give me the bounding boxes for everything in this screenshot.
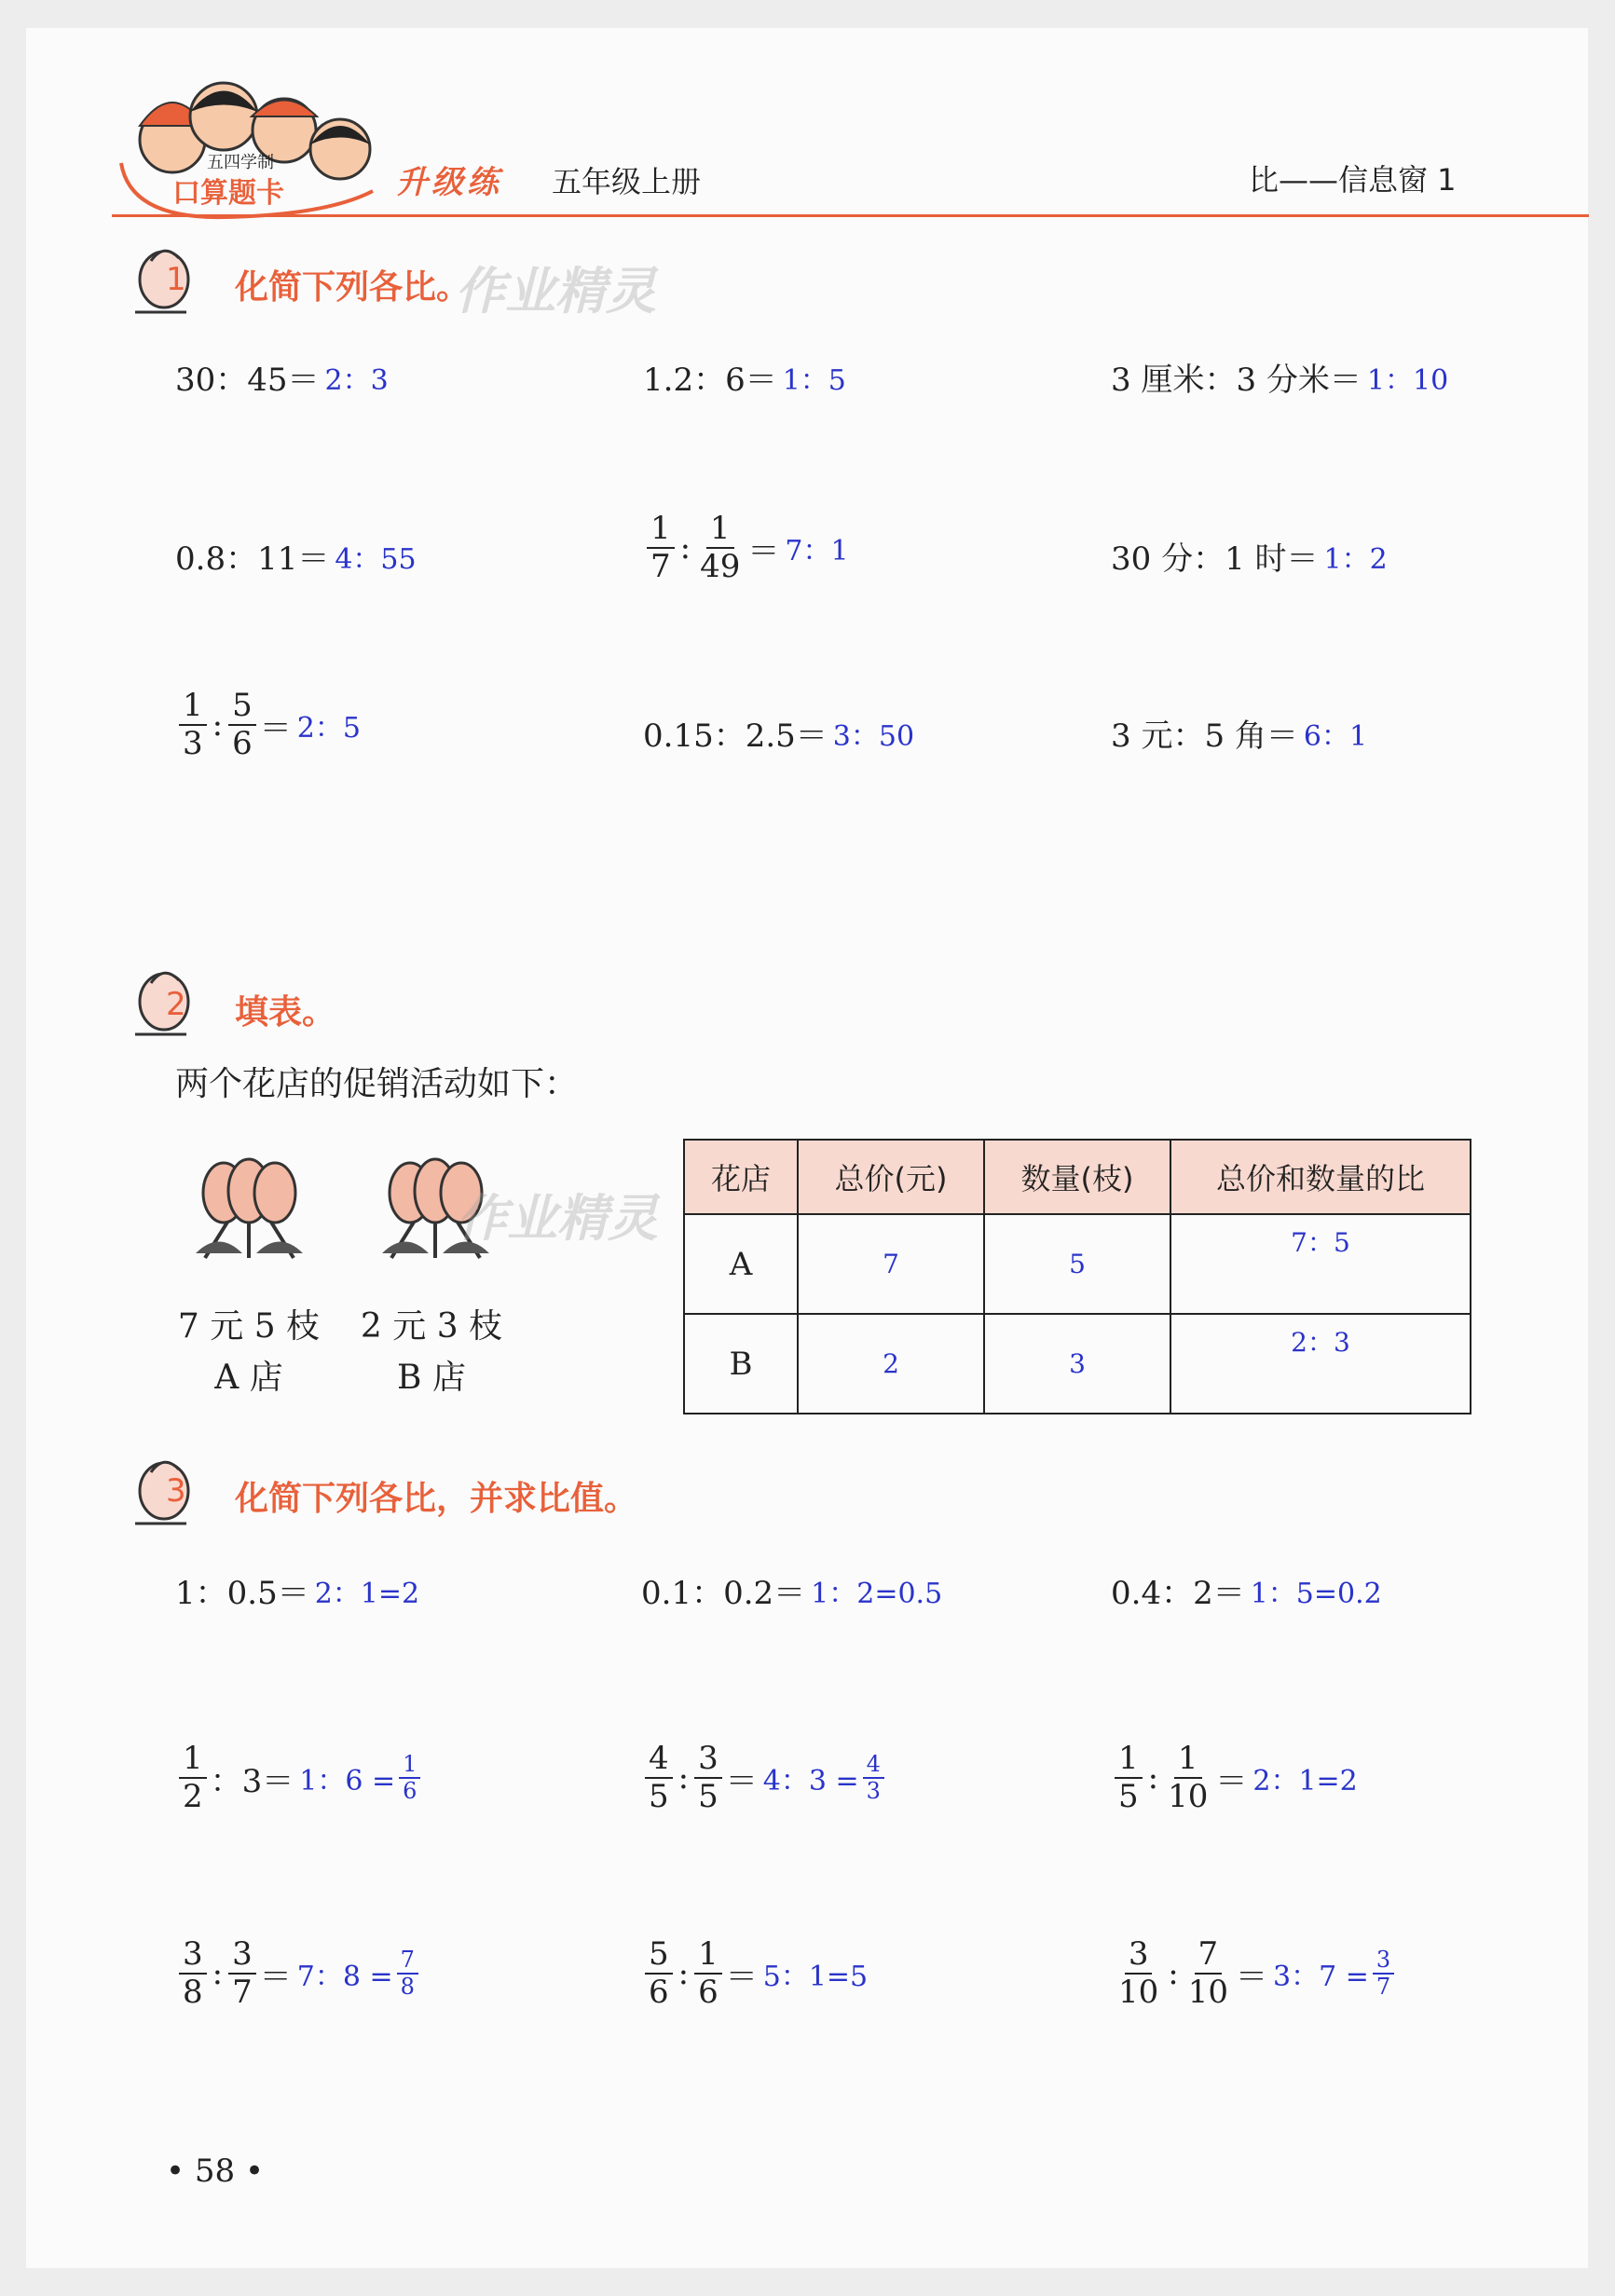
shop-table — [683, 1139, 1471, 1414]
cell-shop: A — [684, 1214, 798, 1314]
s1-problem-6: 30 分：1 时＝ 1：2 — [1111, 540, 1388, 578]
logo-title: 口算题卡 — [172, 177, 284, 210]
cell-ratio: 7：5 — [1170, 1214, 1471, 1314]
series-label: 升级练 — [396, 164, 502, 201]
s1-problem-1: 30：45＝ 2：3 — [175, 362, 389, 399]
s3-problem-4: $\frac{1}{2}$ ：3＝ 1：6 = $\frac{1}{6}$ — [175, 1741, 424, 1815]
shop-b-name: B 店 — [397, 1359, 466, 1397]
section-1-number: 1 — [166, 261, 186, 298]
page-number — [166, 2152, 264, 2190]
s1-problem-4: 0.8：11＝ 4：55 — [175, 540, 417, 578]
section-1-title: 化简下列各比。 — [235, 268, 471, 307]
section-2-title: 填表。 — [235, 993, 336, 1032]
page-number-value: 58 — [194, 2152, 236, 2190]
header-quantity: 数量(枝) — [984, 1140, 1170, 1214]
table-header-row — [684, 1140, 1471, 1214]
s3-problem-7: $\frac{3}{8}$ : $\frac{3}{7}$ ＝ 7：8 = $\frac{7}{8}$ — [175, 1936, 422, 2011]
section-label: 比——信息窗 1 — [1249, 162, 1457, 198]
flower-a-icon — [191, 1155, 308, 1263]
s3-problem-3: 0.4：2＝ 1：5=0.2 — [1111, 1575, 1382, 1612]
shop-a-name: A 店 — [214, 1359, 283, 1397]
s3-problem-2: 0.1：0.2＝ 1：2=0.5 — [641, 1575, 943, 1612]
shop-a-price: 7 元 5 枝 — [177, 1307, 321, 1346]
cell-total-price: 2 — [798, 1314, 984, 1414]
s3-problem-1: 1：0.5＝ 2：1=2 — [175, 1575, 420, 1612]
s1-problem-3: 3 厘米：3 分米＝ 1：10 — [1111, 362, 1449, 399]
section-2-number: 2 — [166, 986, 186, 1023]
cell-total-price: 7 — [798, 1214, 984, 1314]
table-row — [684, 1214, 1471, 1314]
s1-problem-9: 3 元：5 角＝ 6：1 — [1111, 718, 1368, 755]
header-total-price: 总价(元) — [798, 1140, 984, 1214]
grade-label: 五年级上册 — [552, 164, 702, 199]
bullet-left: • — [166, 2152, 195, 2190]
section-2-intro: 两个花店的促销活动如下： — [175, 1065, 579, 1103]
section-3-title: 化简下列各比，并求比值。 — [235, 1480, 638, 1518]
bullet-right: • — [235, 2152, 265, 2190]
cell-ratio: 2：3 — [1170, 1314, 1471, 1414]
cell-quantity: 3 — [984, 1314, 1170, 1414]
cell-quantity: 5 — [984, 1214, 1170, 1314]
s3-problem-5: $\frac{4}{5}$ : $\frac{3}{5}$ ＝ 4：3 = $\frac{4}{3}$ — [641, 1741, 888, 1815]
s1-problem-5: $\frac{1}{7}$ : $\frac{1}{49}$ ＝ 7：1 — [643, 511, 849, 585]
section-3-number: 3 — [166, 1472, 186, 1510]
s3-problem-9: $\frac{3}{10}$ : $\frac{7}{10}$ ＝ 3：7 = $\frac{3}{7}$ — [1111, 1936, 1398, 2011]
header-shop: 花店 — [684, 1140, 798, 1214]
shop-b-price: 2 元 3 枝 — [360, 1307, 503, 1346]
s1-problem-2: 1.2：6＝ 1：5 — [643, 362, 846, 399]
header-ratio: 总价和数量的比 — [1170, 1140, 1471, 1214]
cell-shop: B — [684, 1314, 798, 1414]
logo-subtitle: 五四学制 — [207, 153, 274, 172]
s3-problem-8: $\frac{5}{6}$ : $\frac{1}{6}$ ＝ 5：1=5 — [641, 1936, 868, 2011]
watermark: 作业精灵 — [455, 262, 656, 321]
table-row — [684, 1314, 1471, 1414]
header-rule — [112, 214, 1589, 217]
watermark-2: 作业精灵 — [457, 1189, 658, 1248]
s1-problem-7: $\frac{1}{3}$ : $\frac{5}{6}$ ＝ 2：5 — [175, 688, 361, 762]
s1-problem-8: 0.15：2.5＝ 3：50 — [643, 718, 915, 755]
s3-problem-6: $\frac{1}{5}$ : $\frac{1}{10}$ ＝ 2：1=2 — [1111, 1741, 1358, 1815]
